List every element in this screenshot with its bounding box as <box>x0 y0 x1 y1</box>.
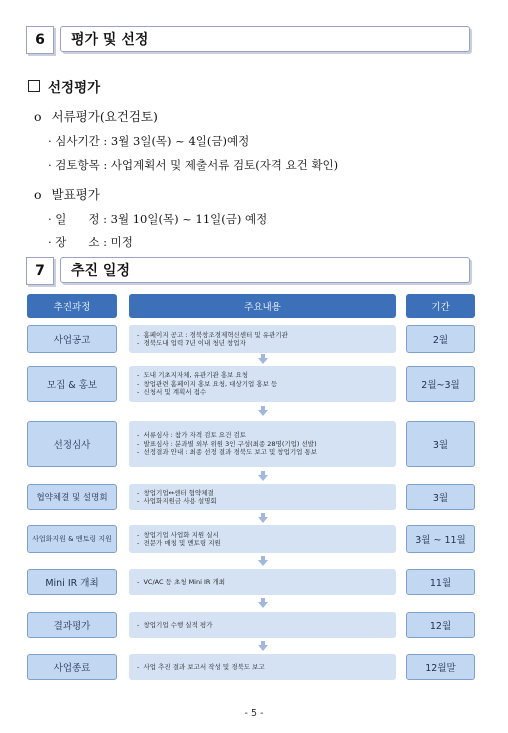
content-item: - 신청서 및 계획서 접수 <box>137 388 207 397</box>
doc-review-title: o 서류평가(요건검토) <box>34 109 158 124</box>
step-box: 협약체결 및 설명회 <box>27 484 117 510</box>
content-box <box>129 421 396 467</box>
header-content: 주요내용 <box>129 294 396 318</box>
content-item: - 경북도내 업력 7년 이내 청년 창업자 <box>137 339 246 347</box>
down-arrow-icon <box>258 410 268 416</box>
content-item: - 서류심사 : 참가 자격 검토 요건 검토 <box>137 431 246 440</box>
down-arrow-icon <box>258 560 268 566</box>
circle-bullet-icon: o <box>34 187 42 202</box>
content-item: - 창업기업↔센터 협약체결 <box>137 488 214 497</box>
period-box: 12월 <box>406 612 475 638</box>
content-item: - 사업화지원금 사용 설명회 <box>137 497 217 505</box>
content-box <box>129 612 396 638</box>
content-item: - 사업 추진 결과 보고서 작성 및 경북도 보고 <box>137 662 265 671</box>
subheading-text: 선정평가 <box>48 80 101 96</box>
section-number: 6 <box>26 26 54 54</box>
circle-bullet-icon: o <box>34 109 42 124</box>
step-box: 사업종료 <box>27 654 117 680</box>
step-box: 결과평가 <box>27 612 117 638</box>
step-box: 사업공고 <box>27 325 117 353</box>
content-item: - 창업관련 홈페이지 홍보 요청, 대상기업 홍보 등 <box>137 379 278 388</box>
period-box: 3월 ~ 11월 <box>406 525 475 553</box>
down-arrow-icon <box>258 475 268 481</box>
period-box: 3월 <box>406 484 475 510</box>
content-box <box>129 484 396 510</box>
section-title: 추진 일정 <box>60 257 470 283</box>
down-arrow-icon <box>258 517 268 523</box>
period-box: 2월~3월 <box>406 366 475 402</box>
down-arrow-icon <box>258 358 268 364</box>
presentation-line: · 장 소 : 미정 <box>48 235 133 249</box>
period-box: 11월 <box>406 569 475 595</box>
doc-review-line: · 심사기간 : 3월 3일(목) ~ 4일(금)예정 <box>48 134 250 148</box>
presentation-line: · 일 정 : 3월 10일(목) ~ 11일(금) 예정 <box>48 212 268 226</box>
content-item: - 발표심사 : 분과별 외부 위원 3인 구성(최종 28명(기업) 선발) <box>137 439 317 448</box>
subheading <box>28 76 100 96</box>
content-item: - VC/AC 등 초청 Mini IR 개최 <box>137 577 226 586</box>
step-box: Mini IR 개최 <box>27 569 117 595</box>
section-title: 평가 및 선정 <box>60 26 470 52</box>
content-item: - 전문가 매칭 및 멘토링 지원 <box>137 539 221 547</box>
content-box <box>129 569 396 595</box>
header-period: 기간 <box>406 294 475 318</box>
content-item: - 선정결과 안내 : 최종 선정 결과 경북도 보고 및 창업기업 통보 <box>137 448 318 457</box>
down-arrow-icon <box>258 645 268 651</box>
content-box <box>129 325 396 353</box>
section-number: 7 <box>26 257 54 285</box>
content-box <box>129 366 396 402</box>
content-box <box>129 525 396 553</box>
page-number: - 5 - <box>244 708 264 719</box>
period-box: 3월 <box>406 421 475 467</box>
doc-review-line: · 검토항목 : 사업계획서 및 제출서류 검토(자격 요건 확인) <box>48 158 339 172</box>
down-arrow-icon <box>258 602 268 608</box>
header-step: 추진과정 <box>27 294 117 318</box>
content-item: - 창업기업 사업화 지원 실시 <box>137 530 219 539</box>
content-item: - 홈페이지 공고 : 경북창조경제혁신센터 및 유관기관 <box>137 330 288 339</box>
step-box: 사업화지원 & 멘토링 지원 <box>27 525 117 553</box>
step-box: 모집 & 홍보 <box>27 366 117 402</box>
content-box <box>129 654 396 680</box>
step-box: 선정심사 <box>27 421 117 467</box>
content-item: - 창업기업 수행 실적 평가 <box>137 620 213 629</box>
period-box: 12월말 <box>406 654 475 680</box>
period-box: 2월 <box>406 325 475 353</box>
checkbox-icon <box>28 80 40 92</box>
content-item: - 도내 기초지자체, 유관기관 홍보 요청 <box>137 371 249 380</box>
presentation-title: o 발표평가 <box>34 187 100 202</box>
